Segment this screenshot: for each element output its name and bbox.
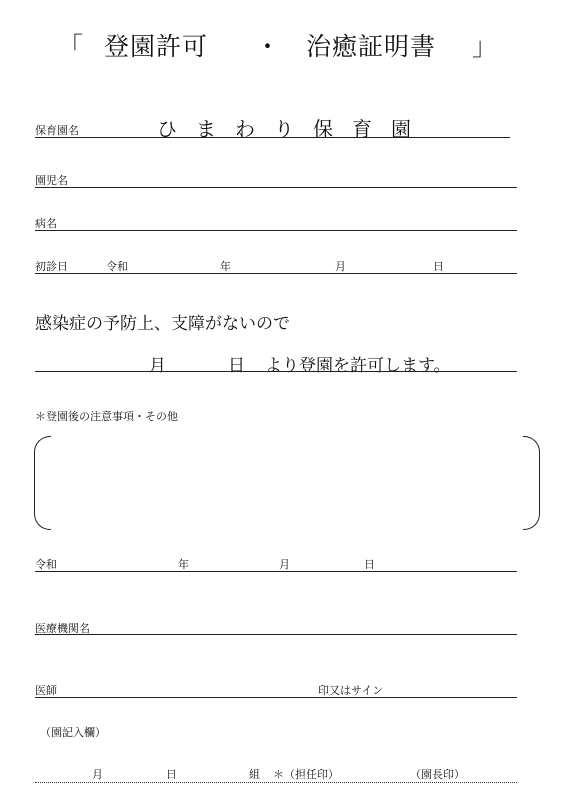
school-use-day: 日 <box>166 768 177 781</box>
first-visit-era: 令和 <box>106 260 128 273</box>
principal-seal-label: （園長印） <box>410 768 465 781</box>
title-open-bracket: 「 <box>58 32 85 61</box>
issue-date-day: 日 <box>364 558 375 571</box>
first-visit-year: 年 <box>220 260 231 273</box>
teacher-seal-label: ＊（担任印） <box>273 768 339 781</box>
statement-line1: 感染症の予防上、支障がないので <box>35 314 290 334</box>
statement-day: 日 <box>228 356 245 376</box>
institution-field[interactable] <box>35 634 517 635</box>
statement-date-field[interactable] <box>35 371 517 372</box>
first-visit-month: 月 <box>335 260 346 273</box>
title-separator-dot: ・ <box>255 32 282 61</box>
institution-label: 医療機関名 <box>35 622 90 635</box>
issue-date-year: 年 <box>178 558 189 571</box>
notes-box[interactable] <box>34 436 540 530</box>
school-use-class: 組 <box>249 768 260 781</box>
disease-name-label[interactable]: 病名 <box>35 217 57 230</box>
school-name-label: 保育園名 <box>35 124 79 137</box>
notes-left-bracket <box>34 436 51 530</box>
child-name-label[interactable]: 園児名 <box>35 174 68 187</box>
first-visit-field[interactable] <box>35 273 517 274</box>
title-part1: 登園許可 <box>104 32 209 61</box>
notes-right-bracket <box>523 436 540 530</box>
issue-date-field[interactable] <box>35 571 517 572</box>
first-visit-label: 初診日 <box>35 260 68 273</box>
issue-date-era: 令和 <box>35 558 57 571</box>
doctor-label: 医師 <box>35 684 57 697</box>
school-use-month: 月 <box>92 768 103 781</box>
first-visit-day: 日 <box>433 260 444 273</box>
school-name-underline <box>35 137 510 138</box>
doctor-field[interactable] <box>35 697 517 698</box>
disease-name-field[interactable] <box>35 230 517 231</box>
child-name-field[interactable] <box>35 187 517 188</box>
notes-label: ＊登園後の注意事項・その他 <box>35 410 178 423</box>
title-part2: 治癒証明書 <box>306 32 437 61</box>
school-use-dotted-line <box>35 782 517 783</box>
title-close-bracket: 」 <box>472 32 499 61</box>
doctor-seal-label: 印又はサイン <box>318 684 384 697</box>
school-name-value: ひまわり保育園 <box>157 117 430 141</box>
statement-month: 月 <box>149 356 166 376</box>
issue-date-month: 月 <box>279 558 290 571</box>
statement-suffix: より登園を許可します。 <box>265 356 451 376</box>
school-use-label: （園記入欄） <box>40 726 106 739</box>
